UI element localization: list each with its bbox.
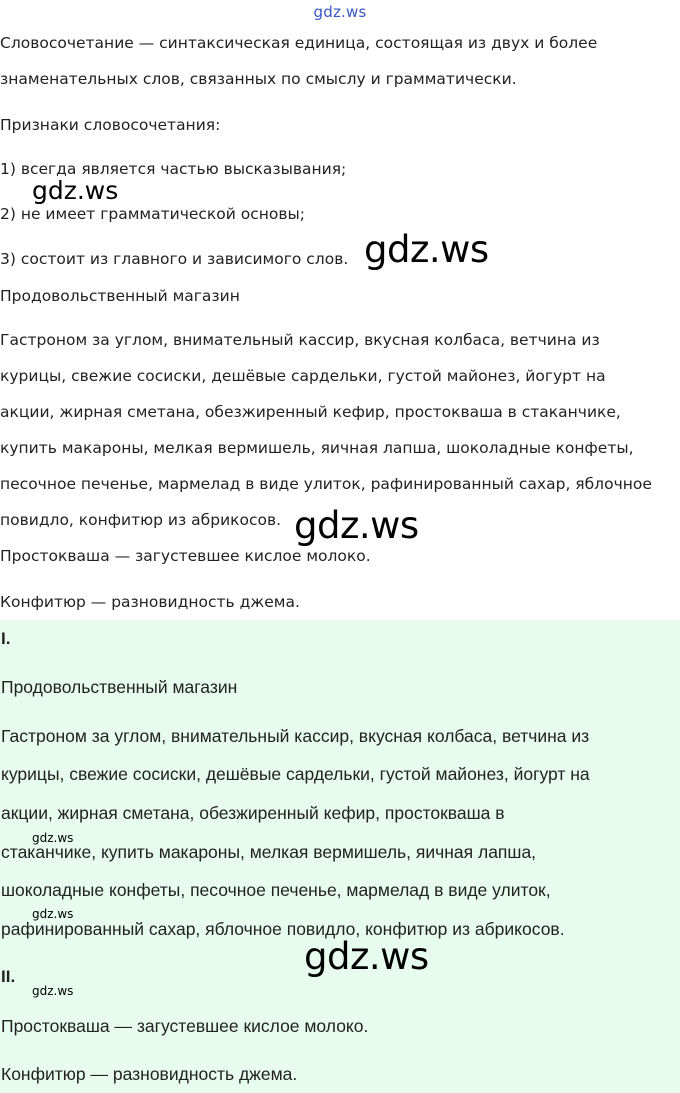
text-line: повидло, конфитюр из абрикосов. bbox=[0, 511, 282, 529]
text-line: Гастроном за углом, внимательный кассир, вкусная колбаса, ветчина из bbox=[0, 331, 600, 349]
part-label: I. bbox=[1, 629, 11, 648]
text-line: рафинированный сахар, яблочное повидло, конфитюр из абрикосов. bbox=[1, 919, 565, 939]
definition-simple: Конфитюр — разновидность джема. bbox=[0, 593, 300, 611]
text-line: акции, жирная сметана, обезжиренный кефир, простокваша в bbox=[1, 803, 505, 823]
text-title: Продовольственный магазин bbox=[1, 677, 238, 697]
text-line: курицы, свежие сосиски, дешёвые сардельки, густой майонез, йогурт на bbox=[0, 367, 606, 385]
text-line: стаканчике, купить макароны, мелкая вермишель, яичная лапша, bbox=[1, 842, 537, 862]
site-header-link[interactable]: gdz.ws bbox=[313, 3, 367, 21]
watermark: gdz.ws bbox=[32, 831, 74, 845]
text-line: песочное печенье, мармелад в виде улиток, рафинированный сахар, яблочное bbox=[0, 475, 652, 493]
feature-item: 2) не имеет грамматической основы; bbox=[0, 205, 305, 223]
text-line: купить макароны, мелкая вермишель, яичная лапша, шоколадные конфеты, bbox=[0, 439, 634, 457]
definition-line: знаменательных слов, связанных по смыслу и грамматически. bbox=[0, 70, 517, 88]
feature-item: 3) состоит из главного и зависимого слов. bbox=[0, 250, 349, 268]
text-line: шоколадные конфеты, песочное печенье, мармелад в виде улиток, bbox=[1, 880, 551, 900]
part-label: II. bbox=[1, 967, 16, 986]
definition-simple: Простокваша — загустевшее кислое молоко. bbox=[1, 1016, 369, 1036]
text-line: курицы, свежие сосиски, дешёвые сардельки, густой майонез, йогурт на bbox=[1, 764, 590, 784]
text-line: Гастроном за углом, внимательный кассир, вкусная колбаса, ветчина из bbox=[1, 726, 590, 746]
definition-simple: Конфитюр — разновидность джема. bbox=[1, 1064, 298, 1084]
watermark: gdz.ws bbox=[294, 504, 419, 547]
feature-item: 1) всегда является частью высказывания; bbox=[0, 160, 347, 178]
watermark: gdz.ws bbox=[32, 907, 74, 921]
watermark: gdz.ws bbox=[32, 176, 119, 205]
definition-simple: Простокваша — загустевшее кислое молоко. bbox=[0, 547, 371, 565]
watermark: gdz.ws bbox=[364, 228, 489, 271]
watermark: gdz.ws bbox=[304, 935, 429, 978]
definition-line: Словосочетание — синтаксическая единица, состоящая из двух и более bbox=[0, 34, 598, 52]
watermark: gdz.ws bbox=[32, 984, 74, 998]
text-title: Продовольственный магазин bbox=[0, 287, 240, 305]
text-line: акции, жирная сметана, обезжиренный кефир, простокваша в стаканчике, bbox=[0, 403, 621, 421]
features-title: Признаки словосочетания: bbox=[0, 116, 221, 134]
